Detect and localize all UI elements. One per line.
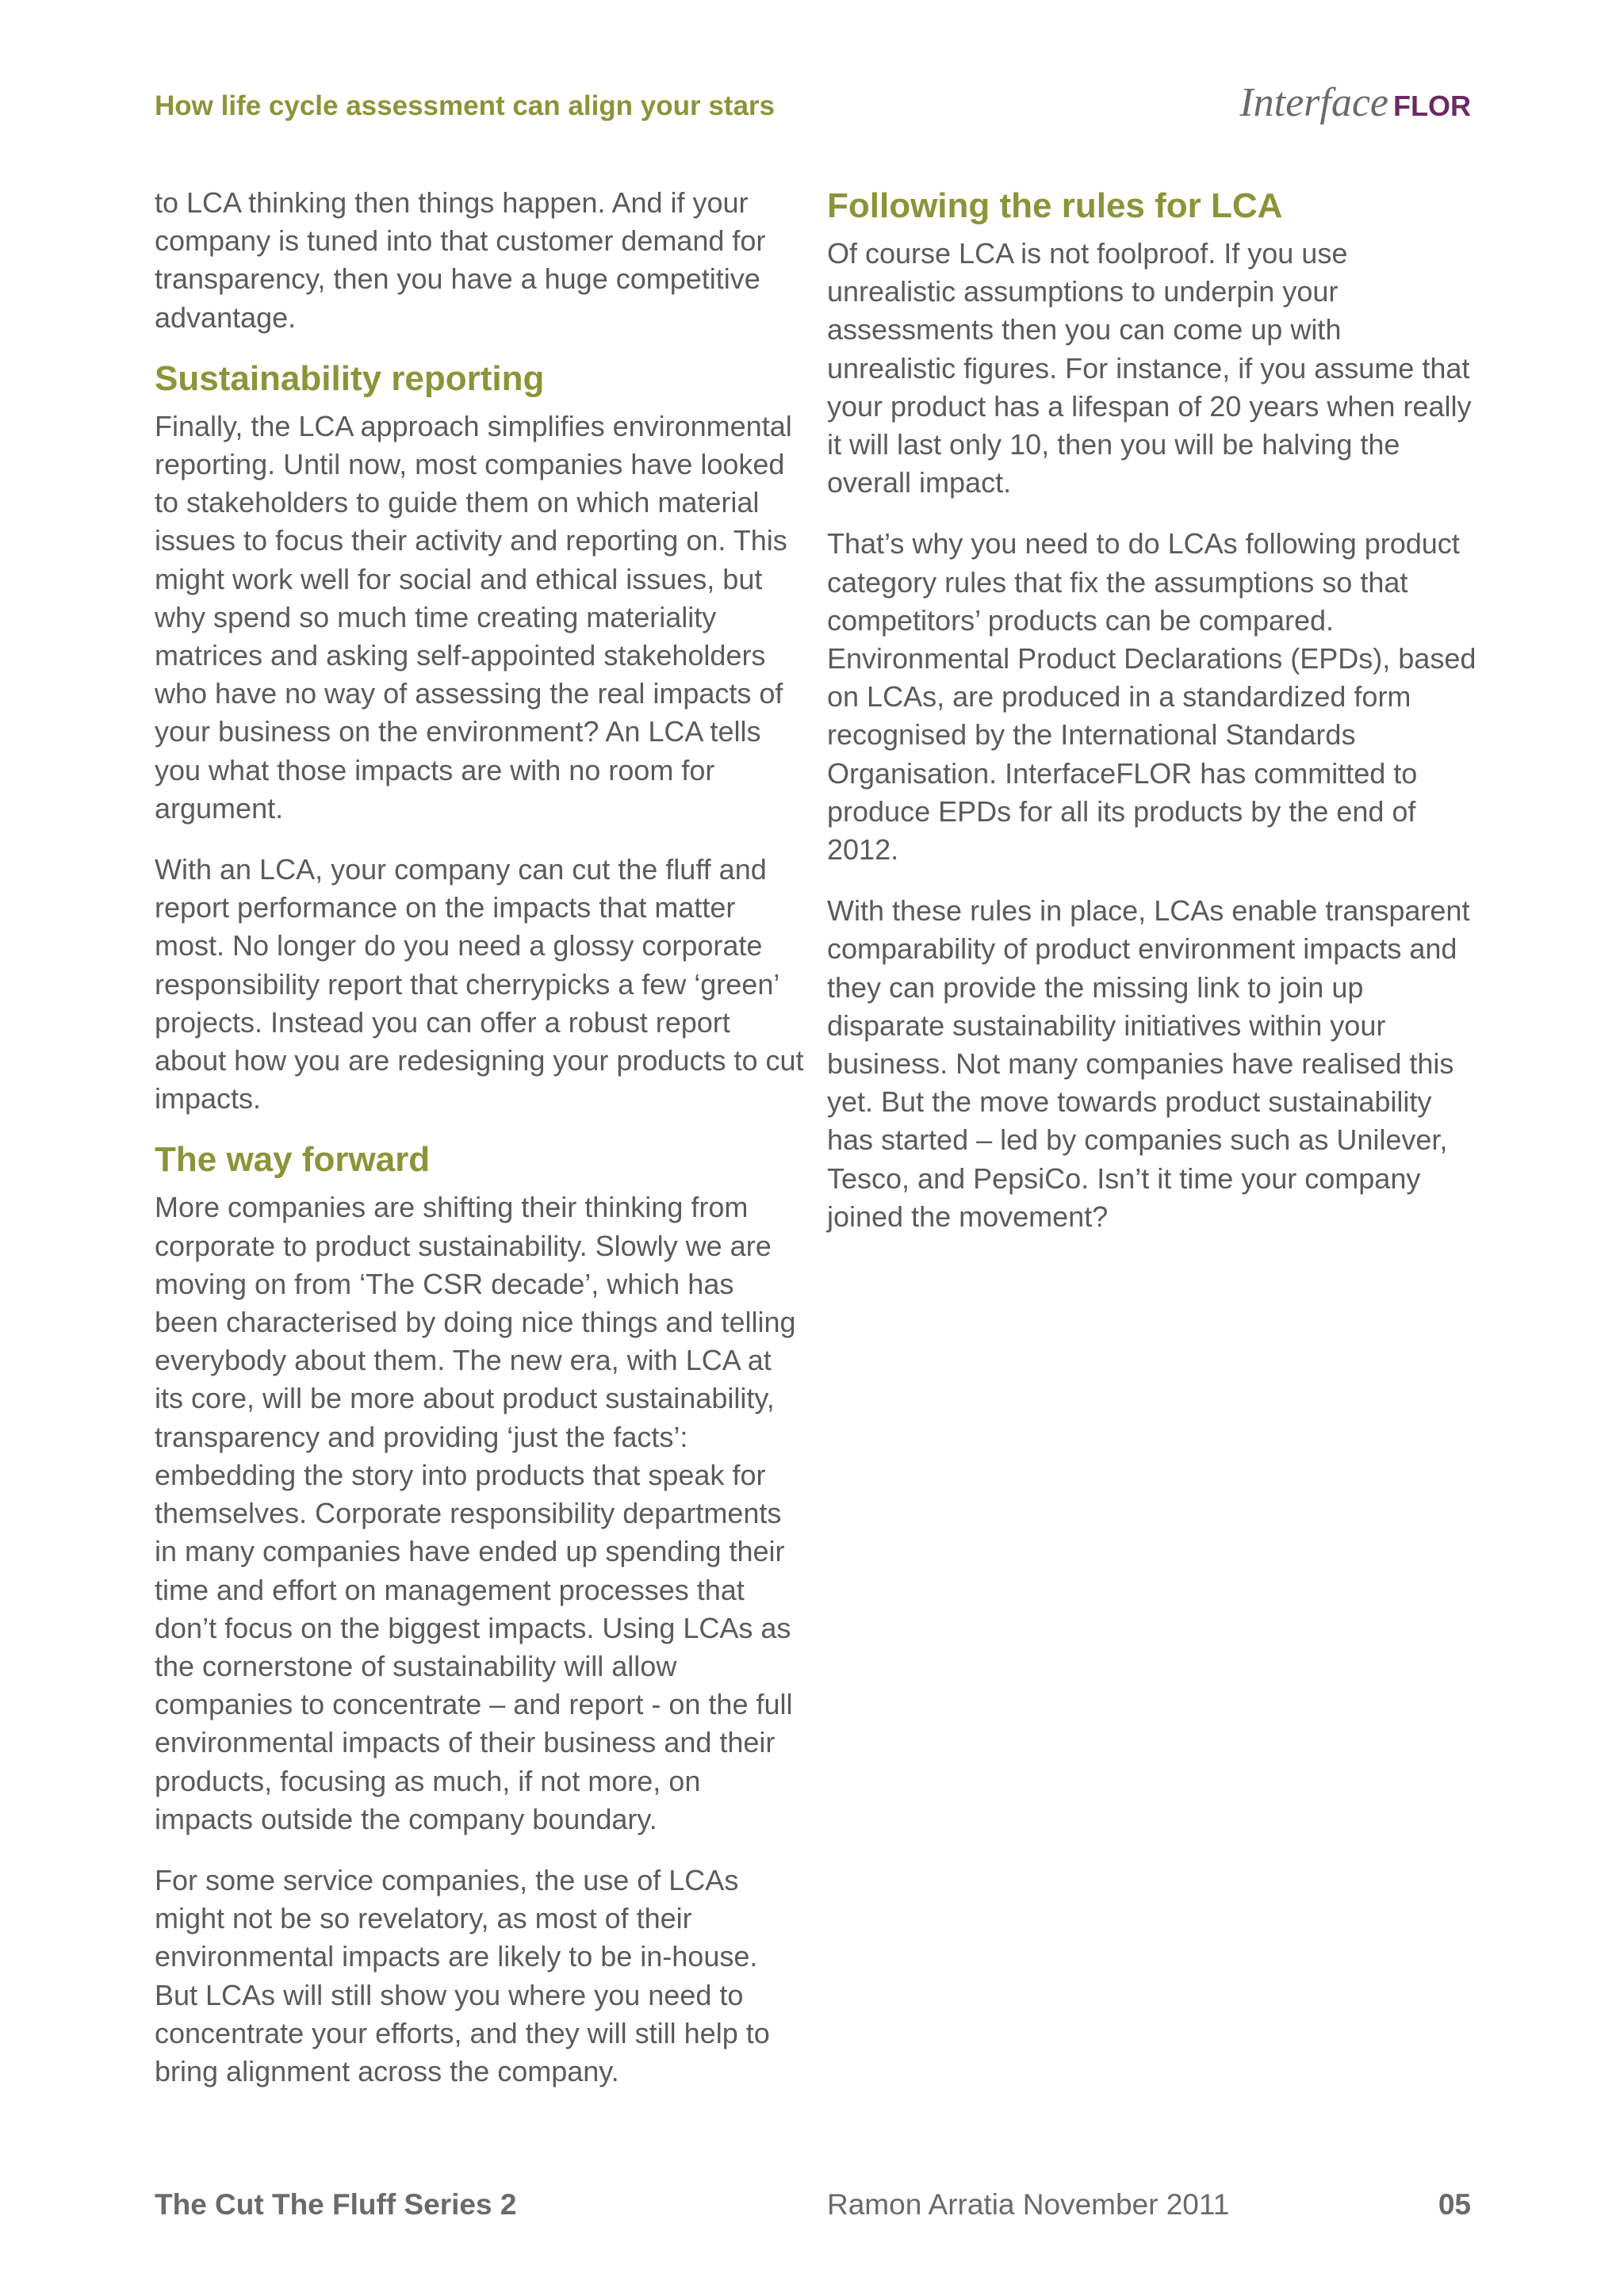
paragraph-reporting-1: Finally, the LCA approach simplifies environmental reporting. Until now, most companies have looked to stakeholders to guide them on which material issues to focus their activity and reporting on. This might work well for social and ethical issues, but why spend so much time creating materiality matrices and asking self-appointed stakeholders who have no way of assessing the real impacts of your business on the environment? An LCA tells you what those impacts are with no room for argument. [155, 409, 792, 825]
paragraph-rules-3: With these rules in place, LCAs enable transparent comparability of product environment impacts and they can provide the missing link to join up disparate sustainability initiatives within your business. Not many companies have realised this yet. But the move towards product sustainability has started – led by companies such as Unilever, Tesco, and PepsiCo. Isn’t it time your company joined the movement? [827, 894, 1470, 1233]
heading-following-the-rules: Following the rules for LCA [827, 186, 1283, 225]
heading-sustainability-reporting: Sustainability reporting [155, 358, 545, 398]
paragraph-rules-2: That’s why you need to do LCAs following product category rules that fix the assumptions so that competitors’ products can be compared. Environmental Product Declarations (EPDs), based on LCAs, are produced in a standardized form recognised by the International Standards Organisation. InterfaceFLOR has committed to produce EPDs for all its products by the end of 2012. [827, 527, 1477, 867]
page-number: 05 [1438, 2188, 1471, 2221]
left-column [155, 184, 805, 2114]
heading-the-way-forward: The way forward [155, 1140, 431, 1180]
logo-interface-text: Interface [1239, 80, 1389, 125]
page-header [155, 79, 1471, 135]
right-column [827, 184, 1477, 1259]
running-title: How life cycle assessment can align your stars [155, 90, 776, 121]
paragraph-rules-1: Of course LCA is not foolproof. If you use unrealistic assumptions to underpin your assessments then you can come up with unrealistic figures. For instance, if you assume that your product has a lifespan of 20 years when really it will last only 10, then you will be halving the overall impact. [827, 237, 1472, 499]
logo-flor-text: FLOR [1393, 90, 1471, 122]
footer-author-date: Ramon Arratia November 2011 [827, 2188, 1230, 2221]
interfaceflor-logo [1239, 79, 1471, 126]
footer-series-title: The Cut The Fluff Series 2 [155, 2188, 517, 2221]
page-footer [155, 2188, 1471, 2236]
paragraph-forward-1: More companies are shifting their thinking from corporate to product sustainability. Slowly we are moving on from ‘The CSR decade’, which has been characterised by doing nice things and telling everybody about them. The new era, with LCA at its core, will be more about product sustainability, transparency and providing ‘just the facts’: embedding the story into products that speak for themselves. Corporate responsibility departments in many companies have ended up spending their time and effort on management processes that don’t focus on the biggest impacts. Using LCAs as the cornerstone of sustainability will allow companies to concentrate – and report - on the full environmental impacts of their business and their products, focusing as much, if not more, on impacts outside the company boundary. [155, 1191, 796, 1835]
paragraph-intro: to LCA thinking then things happen. And if your company is tuned into that customer demand for transparency, then you have a huge competitive advantage. [155, 186, 766, 334]
paragraph-forward-2: For some service companies, the use of LCAs might not be so revelatory, as most of their environmental impacts are likely to be in-house. But LCAs will still show you where you need to concentrate your efforts, and they will still help to bring alignment across the company. [155, 1863, 770, 2087]
paragraph-reporting-2: With an LCA, your company can cut the fluff and report performance on the impacts that matter most. No longer do you need a glossy corporate responsibility report that cherrypicks a few ‘green’ projects. Instead you can offer a robust report about how you are redesigning your products to cut impacts. [155, 853, 804, 1115]
